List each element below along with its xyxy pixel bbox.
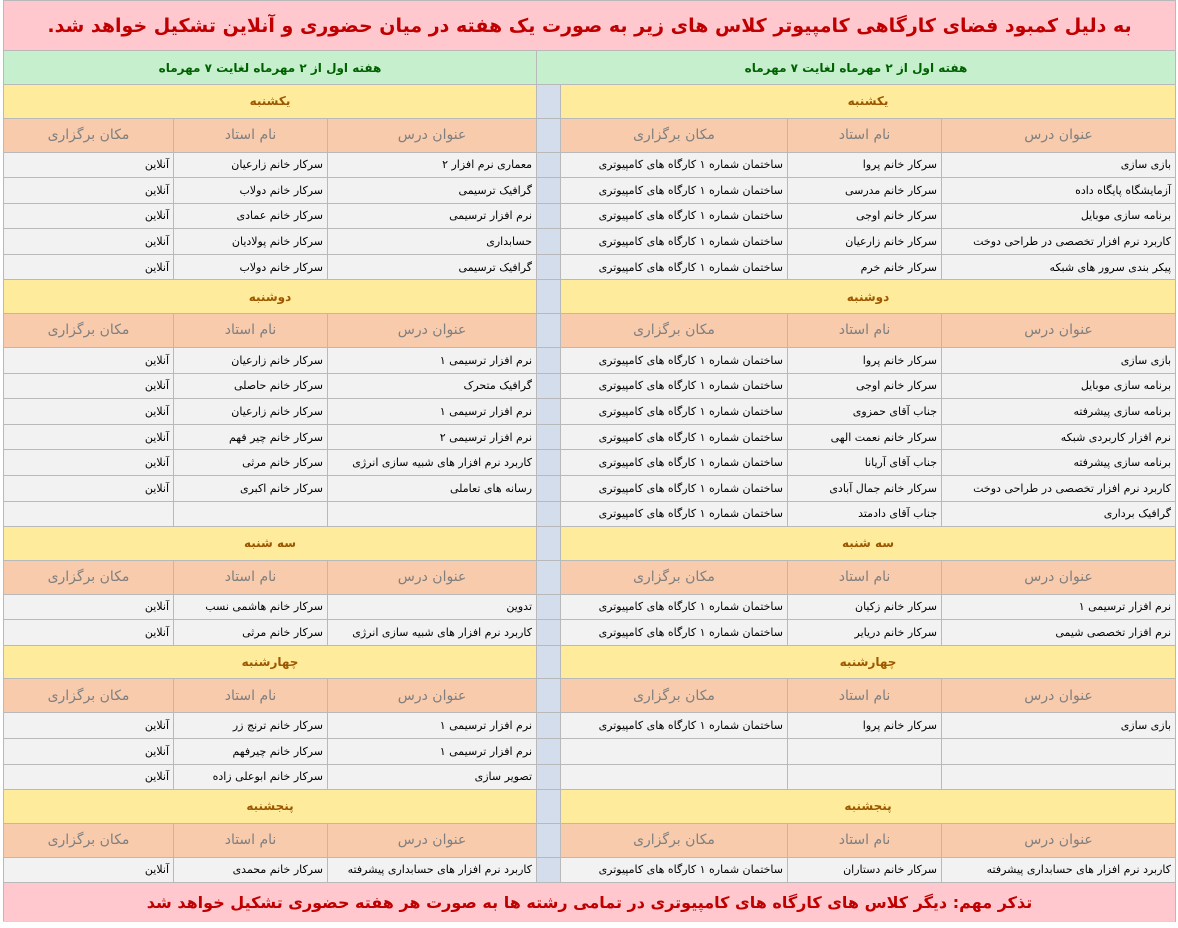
course-cell[interactable]	[942, 764, 1176, 790]
column-header-location[interactable]: مکان برگزاری	[561, 679, 788, 713]
course-cell[interactable]: نرم افزار ترسیمی ۱	[328, 399, 537, 425]
column-divider[interactable]	[537, 501, 561, 527]
teacher-cell[interactable]	[788, 764, 942, 790]
teacher-cell[interactable]: سرکار خانم چیر فهم	[174, 424, 328, 450]
column-divider[interactable]	[537, 475, 561, 501]
location-cell[interactable]: ساختمان شماره ۱ کارگاه های کامپیوتری	[561, 501, 788, 527]
day-label-left[interactable]: پنجشنبه	[4, 790, 537, 824]
location-cell[interactable]: آنلاین	[4, 178, 174, 204]
teacher-cell[interactable]: سرکار خانم حاصلی	[174, 373, 328, 399]
column-header-course[interactable]: عنوان درس	[328, 679, 537, 713]
week-header-left[interactable]: هفته اول از ۲ مهرماه لغایت ۷ مهرماه	[4, 51, 537, 85]
course-cell[interactable]: برنامه سازی پیشرفته	[942, 399, 1176, 425]
table-row	[4, 857, 1176, 883]
column-divider[interactable]	[537, 229, 561, 255]
location-cell[interactable]: ساختمان شماره ۱ کارگاه های کامپیوتری	[561, 203, 788, 229]
teacher-cell[interactable]: سرکار خانم زکیان	[788, 594, 942, 620]
day-label-left[interactable]: دوشنبه	[4, 280, 537, 314]
location-cell[interactable]: ساختمان شماره ۱ کارگاه های کامپیوتری	[561, 152, 788, 178]
column-divider[interactable]	[537, 679, 561, 713]
column-divider[interactable]	[537, 203, 561, 229]
column-header-location[interactable]: مکان برگزاری	[561, 313, 788, 347]
course-cell[interactable]	[328, 501, 537, 527]
location-cell[interactable]: ساختمان شماره ۱ کارگاه های کامپیوتری	[561, 373, 788, 399]
location-cell[interactable]: آنلاین	[4, 857, 174, 883]
course-cell[interactable]: بازی سازی	[942, 347, 1176, 373]
column-header-location[interactable]: مکان برگزاری	[561, 118, 788, 152]
sheet-footer	[4, 883, 1176, 922]
day-label-left[interactable]: سه شنبه	[4, 527, 537, 561]
course-cell[interactable]: حسابداری	[328, 229, 537, 255]
course-cell[interactable]: تصویر سازی	[328, 764, 537, 790]
table-row	[4, 501, 1176, 527]
column-divider[interactable]	[537, 594, 561, 620]
location-cell[interactable]	[561, 738, 788, 764]
column-divider[interactable]	[537, 527, 561, 561]
column-header-teacher[interactable]: نام استاد	[788, 679, 942, 713]
teacher-cell[interactable]: سرکار خانم جمال آبادی	[788, 475, 942, 501]
teacher-cell[interactable]: سرکار خانم دستاران	[788, 857, 942, 883]
column-divider[interactable]	[537, 790, 561, 824]
column-divider[interactable]	[537, 450, 561, 476]
column-divider[interactable]	[537, 424, 561, 450]
footer-row	[4, 883, 1176, 922]
sheet-header	[4, 1, 1176, 85]
table-row	[4, 254, 1176, 280]
location-cell[interactable]: آنلاین	[4, 254, 174, 280]
course-cell[interactable]: رسانه های تعاملی	[328, 475, 537, 501]
column-header-location[interactable]: مکان برگزاری	[4, 313, 174, 347]
course-cell[interactable]: کاربرد نرم افزار های حسابداری پیشرفته	[942, 857, 1176, 883]
course-cell[interactable]: کاربرد نرم افزار های شبیه سازی انرژی	[328, 620, 537, 646]
location-cell[interactable]: آنلاین	[4, 347, 174, 373]
day-label-left[interactable]: یکشنبه	[4, 85, 537, 119]
teacher-cell[interactable]: سرکار خانم زارعیان	[174, 347, 328, 373]
location-cell[interactable]: آنلاین	[4, 229, 174, 255]
column-header-location[interactable]: مکان برگزاری	[4, 560, 174, 594]
schedule-sheet	[3, 0, 1176, 922]
course-cell[interactable]: بازی سازی	[942, 152, 1176, 178]
teacher-cell[interactable]: سرکار خانم پولادیان	[174, 229, 328, 255]
location-cell[interactable]: آنلاین	[4, 152, 174, 178]
course-cell[interactable]: بازی سازی	[942, 713, 1176, 739]
location-cell[interactable]: آنلاین	[4, 738, 174, 764]
teacher-cell[interactable]: سرکار خانم پروا	[788, 152, 942, 178]
teacher-cell[interactable]: سرکار خانم عمادی	[174, 203, 328, 229]
course-cell[interactable]: تدوین	[328, 594, 537, 620]
teacher-cell[interactable]: سرکار خانم زارعیان	[174, 152, 328, 178]
column-header-teacher[interactable]: نام استاد	[788, 118, 942, 152]
location-cell[interactable]: آنلاین	[4, 764, 174, 790]
course-cell[interactable]: گرافیک ترسیمی	[328, 178, 537, 204]
column-divider[interactable]	[537, 620, 561, 646]
column-header-course[interactable]: عنوان درس	[942, 679, 1176, 713]
day-label-right[interactable]: یکشنبه	[561, 85, 1176, 119]
location-cell[interactable]: ساختمان شماره ۱ کارگاه های کامپیوتری	[561, 857, 788, 883]
column-divider[interactable]	[537, 118, 561, 152]
course-cell[interactable]: آزمایشگاه پایگاه داده	[942, 178, 1176, 204]
column-divider[interactable]	[537, 560, 561, 594]
column-divider[interactable]	[537, 713, 561, 739]
column-divider[interactable]	[537, 373, 561, 399]
teacher-cell[interactable]: سرکار خانم نعمت الهی	[788, 424, 942, 450]
column-header-course[interactable]: عنوان درس	[328, 823, 537, 857]
course-cell[interactable]	[942, 738, 1176, 764]
column-header-teacher[interactable]: نام استاد	[174, 560, 328, 594]
column-header-teacher[interactable]: نام استاد	[788, 560, 942, 594]
teacher-cell[interactable]: سرکار خانم دولاب	[174, 254, 328, 280]
location-cell[interactable]: آنلاین	[4, 373, 174, 399]
location-cell[interactable]: آنلاین	[4, 713, 174, 739]
location-cell[interactable]: ساختمان شماره ۱ کارگاه های کامپیوتری	[561, 229, 788, 255]
teacher-cell[interactable]: سرکار خانم پروا	[788, 347, 942, 373]
day-label-right[interactable]: دوشنبه	[561, 280, 1176, 314]
location-cell[interactable]: ساختمان شماره ۱ کارگاه های کامپیوتری	[561, 178, 788, 204]
course-cell[interactable]: نرم افزار ترسیمی ۱	[328, 713, 537, 739]
column-header-course[interactable]: عنوان درس	[328, 560, 537, 594]
header-row	[4, 118, 1176, 152]
day-label-left[interactable]: چهارشنبه	[4, 645, 537, 679]
column-header-teacher[interactable]: نام استاد	[174, 823, 328, 857]
teacher-cell[interactable]: سرکار خانم پروا	[788, 713, 942, 739]
column-divider[interactable]	[537, 764, 561, 790]
course-cell[interactable]: نرم افزار ترسیمی	[328, 203, 537, 229]
teacher-cell[interactable]: جناب آقای دادمتد	[788, 501, 942, 527]
day-row	[4, 645, 1176, 679]
teacher-cell[interactable]: جناب آقای آریانا	[788, 450, 942, 476]
column-header-location[interactable]: مکان برگزاری	[4, 823, 174, 857]
important-note[interactable]: تذکر مهم: دیگر کلاس های کارگاه های کامپیوتری در تمامی رشته ها به صورت هر هفته حضوری تشکیل خواهد شد	[4, 883, 1176, 922]
column-divider[interactable]	[537, 254, 561, 280]
teacher-cell[interactable]: سرکار خانم اوجی	[788, 203, 942, 229]
teacher-cell[interactable]: سرکار خانم مدرسی	[788, 178, 942, 204]
header-row	[4, 823, 1176, 857]
table-row	[4, 229, 1176, 255]
table-row	[4, 450, 1176, 476]
location-cell[interactable]	[4, 501, 174, 527]
course-cell[interactable]: کاربرد نرم افزار های حسابداری پیشرفته	[328, 857, 537, 883]
column-header-location[interactable]: مکان برگزاری	[4, 679, 174, 713]
course-cell[interactable]: برنامه سازی موبایل	[942, 203, 1176, 229]
course-cell[interactable]: گرافیک متحرک	[328, 373, 537, 399]
table-row	[4, 203, 1176, 229]
location-cell[interactable]: ساختمان شماره ۱ کارگاه های کامپیوتری	[561, 424, 788, 450]
teacher-cell[interactable]: سرکار خانم محمدی	[174, 857, 328, 883]
table-row	[4, 178, 1176, 204]
day-row	[4, 280, 1176, 314]
course-cell[interactable]: نرم افزار ترسیمی ۱	[942, 594, 1176, 620]
table-row	[4, 347, 1176, 373]
column-header-course[interactable]: عنوان درس	[942, 118, 1176, 152]
teacher-cell[interactable]: سرکار خانم اکبری	[174, 475, 328, 501]
location-cell[interactable]	[561, 764, 788, 790]
day-row	[4, 790, 1176, 824]
empty-grid-row[interactable]	[3, 921, 1175, 928]
column-header-course[interactable]: عنوان درس	[942, 313, 1176, 347]
course-cell[interactable]: برنامه سازی پیشرفته	[942, 450, 1176, 476]
column-header-teacher[interactable]: نام استاد	[174, 679, 328, 713]
column-divider[interactable]	[537, 645, 561, 679]
teacher-cell[interactable]: سرکار خانم مرثی	[174, 450, 328, 476]
schedule-body	[4, 85, 1176, 883]
teacher-cell[interactable]: سرکار خانم چیرفهم	[174, 738, 328, 764]
column-divider[interactable]	[537, 347, 561, 373]
location-cell[interactable]: ساختمان شماره ۱ کارگاه های کامپیوتری	[561, 620, 788, 646]
course-cell[interactable]: کاربرد نرم افزار تخصصی در طراحی دوخت	[942, 229, 1176, 255]
day-label-right[interactable]: چهارشنبه	[561, 645, 1176, 679]
teacher-cell[interactable]: سرکار خانم دریایر	[788, 620, 942, 646]
teacher-cell[interactable]: سرکار خانم دولاب	[174, 178, 328, 204]
location-cell[interactable]: ساختمان شماره ۱ کارگاه های کامپیوتری	[561, 399, 788, 425]
location-cell[interactable]: آنلاین	[4, 399, 174, 425]
column-header-teacher[interactable]: نام استاد	[174, 313, 328, 347]
table-row	[4, 399, 1176, 425]
table-row	[4, 594, 1176, 620]
location-cell[interactable]: ساختمان شماره ۱ کارگاه های کامپیوتری	[561, 450, 788, 476]
course-cell[interactable]: کاربرد نرم افزار های شبیه سازی انرژی	[328, 450, 537, 476]
table-row	[4, 373, 1176, 399]
column-header-location[interactable]: مکان برگزاری	[4, 118, 174, 152]
column-divider[interactable]	[537, 152, 561, 178]
table-row	[4, 424, 1176, 450]
location-cell[interactable]: ساختمان شماره ۱ کارگاه های کامپیوتری	[561, 594, 788, 620]
header-row	[4, 560, 1176, 594]
course-cell[interactable]: پیکر بندی سرور های شبکه	[942, 254, 1176, 280]
column-divider[interactable]	[537, 738, 561, 764]
course-cell[interactable]: نرم افزار ترسیمی ۱	[328, 347, 537, 373]
teacher-cell[interactable]: جناب آقای حمزوی	[788, 399, 942, 425]
teacher-cell[interactable]	[788, 738, 942, 764]
column-divider[interactable]	[537, 178, 561, 204]
column-divider[interactable]	[537, 280, 561, 314]
table-row	[4, 738, 1176, 764]
teacher-cell[interactable]: سرکار خانم زارعیان	[788, 229, 942, 255]
location-cell[interactable]: آنلاین	[4, 475, 174, 501]
header-row	[4, 313, 1176, 347]
header-row	[4, 679, 1176, 713]
course-cell[interactable]: کاربرد نرم افزار تخصصی در طراحی دوخت	[942, 475, 1176, 501]
course-cell[interactable]: نرم افزار تخصصی شیمی	[942, 620, 1176, 646]
teacher-cell[interactable]: سرکار خانم اوجی	[788, 373, 942, 399]
location-cell[interactable]: ساختمان شماره ۱ کارگاه های کامپیوتری	[561, 254, 788, 280]
column-divider[interactable]	[537, 399, 561, 425]
course-cell[interactable]: گرافیک برداری	[942, 501, 1176, 527]
course-cell[interactable]: نرم افزار ترسیمی ۱	[328, 738, 537, 764]
teacher-cell[interactable]: سرکار خانم زارعیان	[174, 399, 328, 425]
column-header-location[interactable]: مکان برگزاری	[561, 560, 788, 594]
week-header-right[interactable]: هفته اول از ۲ مهرماه لغایت ۷ مهرماه	[537, 51, 1176, 85]
location-cell[interactable]: ساختمان شماره ۱ کارگاه های کامپیوتری	[561, 713, 788, 739]
column-header-course[interactable]: عنوان درس	[942, 823, 1176, 857]
table-row	[4, 764, 1176, 790]
column-divider[interactable]	[537, 857, 561, 883]
day-row	[4, 527, 1176, 561]
column-header-location[interactable]: مکان برگزاری	[561, 823, 788, 857]
column-header-course[interactable]: عنوان درس	[942, 560, 1176, 594]
day-label-right[interactable]: سه شنبه	[561, 527, 1176, 561]
teacher-cell[interactable]	[174, 501, 328, 527]
teacher-cell[interactable]: سرکار خانم ترنج زر	[174, 713, 328, 739]
table-row	[4, 713, 1176, 739]
column-header-teacher[interactable]: نام استاد	[788, 823, 942, 857]
location-cell[interactable]: آنلاین	[4, 203, 174, 229]
course-cell[interactable]: نرم افزار ترسیمی ۲	[328, 424, 537, 450]
location-cell[interactable]: آنلاین	[4, 594, 174, 620]
column-header-teacher[interactable]: نام استاد	[788, 313, 942, 347]
course-cell[interactable]: نرم افزار کاربردی شبکه	[942, 424, 1176, 450]
teacher-cell[interactable]: سرکار خانم هاشمی نسب	[174, 594, 328, 620]
column-header-course[interactable]: عنوان درس	[328, 118, 537, 152]
location-cell[interactable]: آنلاین	[4, 424, 174, 450]
announcement-banner[interactable]: به دلیل کمبود فضای کارگاهی کامپیوتر کلاس های زیر به صورت یک هفته در میان حضوری و آنلاین تشکیل خواهد شد.	[4, 1, 1176, 51]
location-cell[interactable]: آنلاین	[4, 620, 174, 646]
title-row	[4, 1, 1176, 51]
course-cell[interactable]: برنامه سازی موبایل	[942, 373, 1176, 399]
column-header-teacher[interactable]: نام استاد	[174, 118, 328, 152]
teacher-cell[interactable]: سرکار خانم مرثی	[174, 620, 328, 646]
course-cell[interactable]: گرافیک ترسیمی	[328, 254, 537, 280]
table-row	[4, 475, 1176, 501]
location-cell[interactable]: ساختمان شماره ۱ کارگاه های کامپیوتری	[561, 475, 788, 501]
column-divider[interactable]	[537, 823, 561, 857]
column-header-course[interactable]: عنوان درس	[328, 313, 537, 347]
teacher-cell[interactable]: سرکار خانم خرم	[788, 254, 942, 280]
course-cell[interactable]: معماری نرم افزار ۲	[328, 152, 537, 178]
teacher-cell[interactable]: سرکار خانم ابوعلی زاده	[174, 764, 328, 790]
week-header-row	[4, 51, 1176, 85]
table-row	[4, 152, 1176, 178]
location-cell[interactable]: ساختمان شماره ۱ کارگاه های کامپیوتری	[561, 347, 788, 373]
day-label-right[interactable]: پنجشنبه	[561, 790, 1176, 824]
location-cell[interactable]: آنلاین	[4, 450, 174, 476]
table-row	[4, 620, 1176, 646]
column-divider[interactable]	[537, 313, 561, 347]
column-divider[interactable]	[537, 85, 561, 119]
day-row	[4, 85, 1176, 119]
